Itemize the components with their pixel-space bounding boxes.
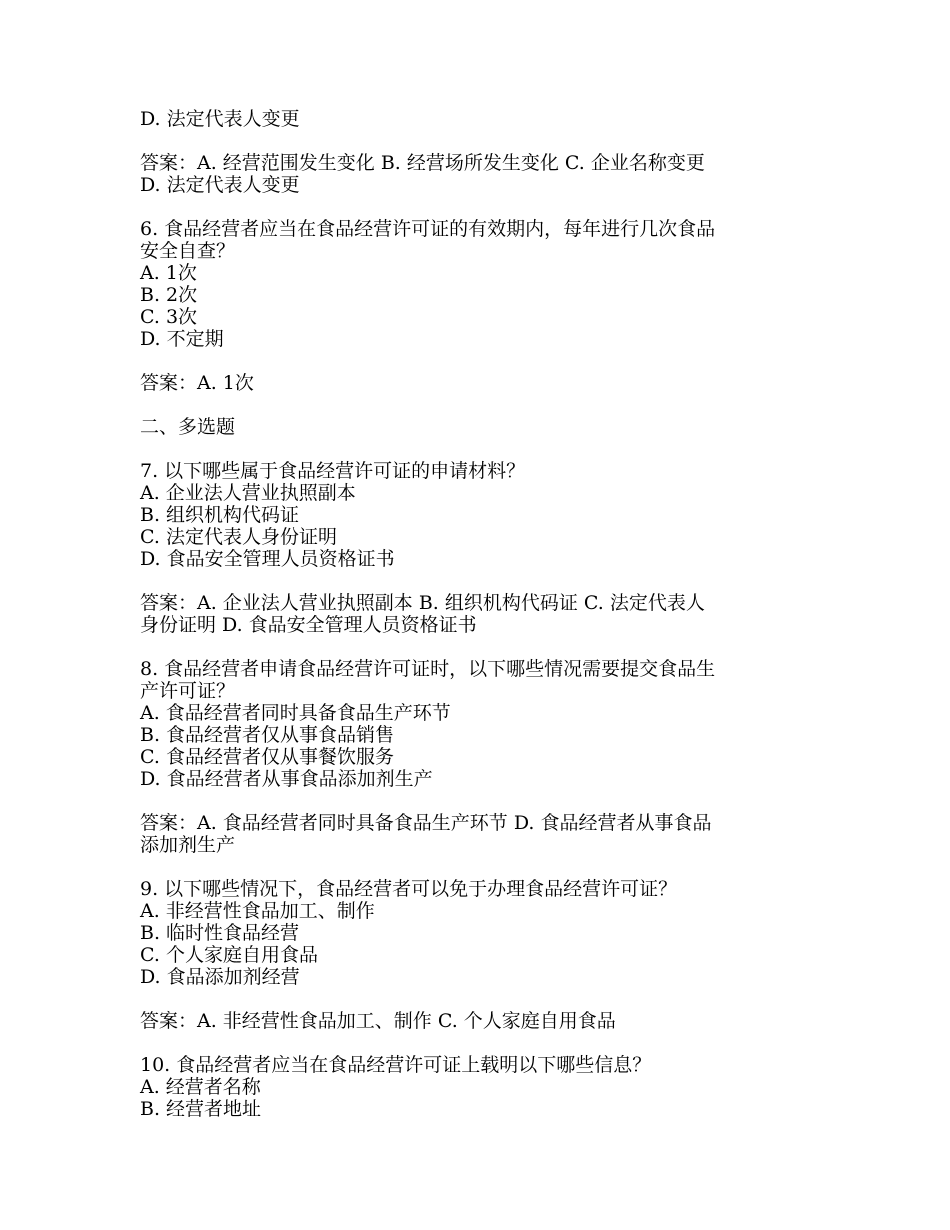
question-line: 产许可证？ <box>140 680 236 702</box>
option-line: A. 企业法人营业执照副本 <box>140 482 356 504</box>
option-line: B. 组织机构代码证 <box>140 504 300 526</box>
answer-line: D. 法定代表人变更 <box>140 174 300 196</box>
blank-line <box>140 130 810 152</box>
option-line: D. 不定期 <box>140 328 224 350</box>
answer-line: 答案：A. 食品经营者同时具备食品生产环节 D. 食品经营者从事食品 <box>140 812 712 834</box>
blank-line <box>140 856 810 878</box>
option-line: C. 3次 <box>140 306 198 328</box>
question-line: 6. 食品经营者应当在食品经营许可证的有效期内，每年进行几次食品 <box>140 218 716 240</box>
blank-line <box>140 1032 810 1054</box>
blank-line <box>140 438 810 460</box>
question-line: 10. 食品经营者应当在食品经营许可证上载明以下哪些信息？ <box>140 1054 652 1076</box>
option-line: C. 食品经营者仅从事餐饮服务 <box>140 746 394 768</box>
answer-line: 答案：A. 1次 <box>140 372 254 394</box>
question-line: 7. 以下哪些属于食品经营许可证的申请材料？ <box>140 460 526 482</box>
option-line: A. 非经营性食品加工、制作 <box>140 900 375 922</box>
answer-line: 答案：A. 企业法人营业执照副本 B. 组织机构代码证 C. 法定代表人 <box>140 592 705 614</box>
blank-line <box>140 988 810 1010</box>
answer-line: 身份证明 D. 食品安全管理人员资格证书 <box>140 614 477 636</box>
option-line: C. 个人家庭自用食品 <box>140 944 318 966</box>
option-line: B. 2次 <box>140 284 198 306</box>
option-line: B. 临时性食品经营 <box>140 922 300 944</box>
question-line: 安全自查？ <box>140 240 236 262</box>
option-line: D. 食品添加剂经营 <box>140 966 300 988</box>
option-d-line: D. 法定代表人变更 <box>140 108 300 130</box>
blank-line <box>140 636 810 658</box>
option-line: C. 法定代表人身份证明 <box>140 526 337 548</box>
option-line: A. 经营者名称 <box>140 1076 261 1098</box>
answer-line: 答案：A. 非经营性食品加工、制作 C. 个人家庭自用食品 <box>140 1010 616 1032</box>
blank-line <box>140 394 810 416</box>
option-line: D. 食品安全管理人员资格证书 <box>140 548 395 570</box>
question-line: 8. 食品经营者申请食品经营许可证时，以下哪些情况需要提交食品生 <box>140 658 716 680</box>
blank-line <box>140 350 810 372</box>
answer-line: 添加剂生产 <box>140 834 236 856</box>
option-line: A. 食品经营者同时具备食品生产环节 <box>140 702 451 724</box>
blank-line <box>140 790 810 812</box>
option-line: A. 1次 <box>140 262 197 284</box>
answer-line: 答案：A. 经营范围发生变化 B. 经营场所发生变化 C. 企业名称变更 <box>140 152 705 174</box>
option-line: D. 食品经营者从事食品添加剂生产 <box>140 768 433 790</box>
option-line: B. 经营者地址 <box>140 1098 262 1120</box>
blank-line <box>140 570 810 592</box>
question-line: 9. 以下哪些情况下，食品经营者可以免于办理食品经营许可证？ <box>140 878 678 900</box>
option-line: B. 食品经营者仅从事食品销售 <box>140 724 395 746</box>
blank-line <box>140 196 810 218</box>
section-heading: 二、多选题 <box>140 416 236 438</box>
